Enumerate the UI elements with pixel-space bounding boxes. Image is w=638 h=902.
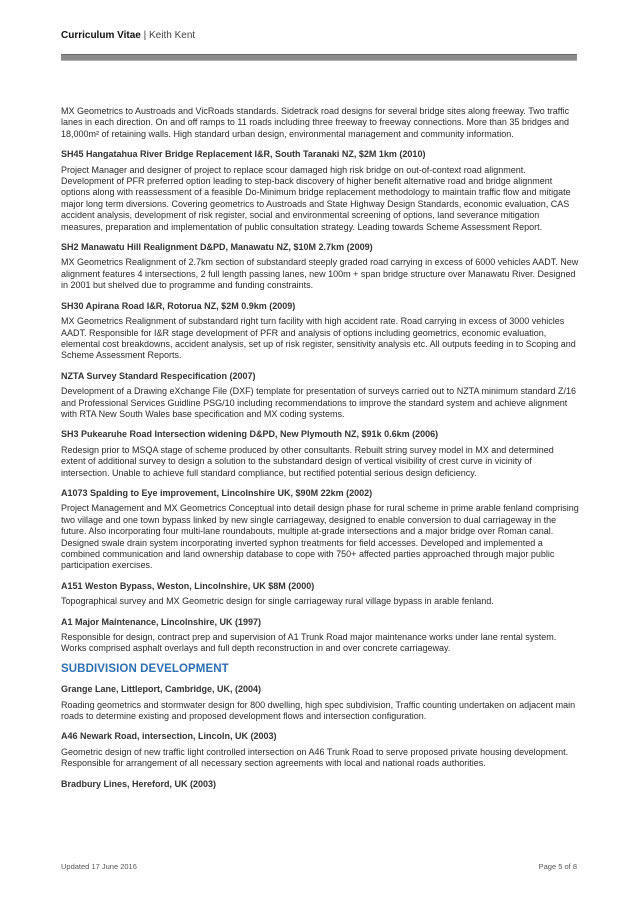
footer-page-number: Page 5 of 8: [538, 862, 577, 871]
project-title: A151 Weston Bypass, Weston, Lincolnshire, UK $8M (2000): [61, 580, 315, 591]
project-entry: [61, 301, 579, 362]
project-entry: [61, 779, 579, 790]
project-title: A1 Major Maintenance, Lincolnshire, UK (1997): [61, 616, 262, 627]
header-rule: [61, 54, 577, 61]
project-entry: [61, 617, 579, 655]
project-title: SH3 Pukearuhe Road Intersection widening D&PD, New Plymouth NZ, $91k 0.6km (2006): [61, 429, 439, 440]
project-title: SH2 Manawatu Hill Realignment D&PD, Manawatu NZ, $10M 2.7km (2009): [61, 242, 373, 253]
project-title: A1073 Spalding to Eye improvement, Lincolnshire UK, $90M 22km (2002): [61, 487, 373, 498]
project-description: Topographical survey and MX Geometric design for single carriageway rural village bypass in arable fenland.: [61, 596, 494, 607]
project-entry: [61, 242, 579, 292]
project-title: Bradbury Lines, Hereford, UK (2003): [61, 778, 217, 789]
page-header: [61, 30, 195, 41]
project-description: Geometric design of new traffic light controlled intersection on A46 Trunk Road to serve proposed private housing development. Responsible for arrangement of all necessary section agreements with local and national roads authorities.: [61, 746, 569, 769]
project-description: Redesign prior to MSQA stage of scheme produced by other consultants. Rebuilt string survey model in MX and determined extent of additional survey to design a solution to the substandard design of vertical visibility of crest curve in vicinity of intersection. Unable to achieve full standard compliance, but rectified potential serious design deficiency.: [61, 444, 554, 478]
project-description: Project Manager and designer of project to replace scour damaged high risk bridge on out-of-context road alignment. Development of PFR preferred option leading to step-back discovery of higher benefit alternative road and bridge alignment options along with reassessment of a feasible Do-Minimum bridge replacement methodology to maintain traffic flow and mitigate major long term diversions. Covering geometrics to Austroads and State Highway Design Standards, economic evaluation, CAS accident analysis, development of risk register, social and environmental screening of options, land severance mitigation measures, preparation and implementation of public consultation strategy. Leading towards Scheme Assessment Report.: [61, 164, 571, 232]
page-footer: [61, 862, 577, 871]
project-description: MX Geometrics Realignment of 2.7km section of substandard steeply graded road carrying in excess of 6000 vehicles AADT. New alignment features 4 intersections, 2 full length passing lanes, new 100m + span bridge structure over Manawatu River. Designed in 2001 but shelved due to programme and funding constraints.: [61, 257, 579, 291]
project-description: Development of a Drawing eXchange File (DXF) template for presentation of surveys carried out to NZTA minimum standard Z/16 and Professional Services Guidline PSG/10 including recommendations to improve the standard system and achieve alignment with RTA New South Wales base specification and MX coding systems.: [61, 386, 577, 419]
project-entry: [61, 149, 579, 233]
header-title: Curriculum Vitae: [61, 30, 141, 41]
section-heading: SUBDIVISION DEVELOPMENT: [61, 662, 229, 675]
project-description: MX Geometrics Realignment of substandard right turn facility with high accident rate. Road carrying in excess of 3000 vehicles AADT. Responsible for I&R stage development of PFR and analysis of options including geometrics, economic evaluation, elemental cost breakdowns, accident analysis, set up of risk register, sensitivity analysis etc. All outputs feeding in to Scoping and Scheme Assessment Reports.: [61, 316, 576, 361]
project-description: Project Management and MX Geometrics Conceptual into detail design phase for rural scheme in prime arable fenland comprising two village and one town bypass linked by new single carriageway, designed to enable conversion to dual carriageway in the future. Also incorporating four multi-lane roundabouts, multiple at-grade intersections and a major bridge over Roman canal. Designed swale drain system incorporating inverted syphon treatments for field accesses. Developed and implemented a combined communication and land ownership database to cope with 750+ affected parties approached through major public participation exercises.: [61, 503, 579, 571]
project-entry: [61, 488, 579, 572]
project-entry: [61, 429, 579, 479]
project-title: Grange Lane, Littleport, Cambridge, UK, (2004): [61, 684, 262, 695]
project-entry: [61, 731, 579, 769]
project-entry: [61, 371, 579, 421]
project-entry: [61, 684, 579, 722]
intro-paragraph: [61, 106, 579, 140]
intro-text: MX Geometrics to Austroads and VicRoads standards. Sidetrack road designs for several bridge sites along freeway. Two traffic lanes in each direction. On and off ramps to 11 roads including three freeway to freeway connections. More than 35 bridges and 18,000m² of retaining walls. High standard urban design, environmental management and community information.: [61, 106, 570, 139]
project-title: NZTA Survey Standard Respecification (2007): [61, 370, 256, 381]
footer-updated-date: Updated 17 June 2016: [61, 862, 137, 871]
cv-content: [61, 106, 579, 799]
header-name: Keith Kent: [149, 30, 196, 41]
project-title: A46 Newark Road, intersection, Lincoln, UK (2003): [61, 731, 277, 742]
project-title: SH30 Apirana Road I&R, Rotorua NZ, $2M 0.9km (2009): [61, 300, 296, 311]
header-separator: |: [143, 30, 147, 41]
project-description: Roading geometrics and stormwater design for 800 dwelling, high spec subdivision, Traffic counting undertaken on adjacent main roads to determine existing and proposed development flows and intersection configuration.: [61, 699, 576, 722]
project-entry: [61, 581, 579, 608]
project-title: SH45 Hangatahua River Bridge Replacement I&R, South Taranaki NZ, $2M 1km (2010): [61, 149, 426, 160]
project-description: Responsible for design, contract prep and supervision of A1 Trunk Road major maintenance works under lane rental system. Works comprised asphalt overlays and full depth reconstruction in and over concrete carriageway.: [61, 632, 557, 654]
